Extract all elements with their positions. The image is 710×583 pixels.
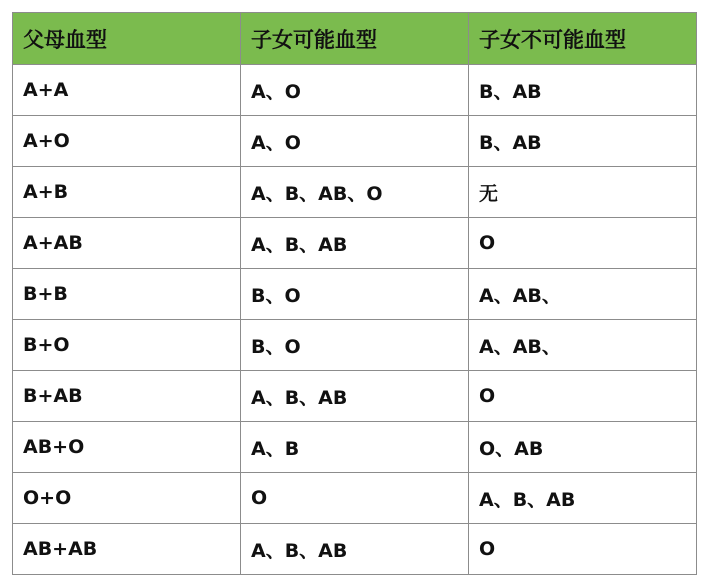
impossible-cell: A、AB、: [469, 269, 697, 320]
parents-cell: AB+AB: [13, 524, 241, 575]
table-row: [13, 269, 697, 320]
table-row: [13, 422, 697, 473]
parents-cell: A+A: [13, 65, 241, 116]
parents-cell: A+AB: [13, 218, 241, 269]
impossible-cell: 无: [469, 167, 697, 218]
impossible-cell: O、AB: [469, 422, 697, 473]
table-header: [13, 13, 697, 65]
table-row: [13, 371, 697, 422]
possible-cell: A、B、AB: [241, 218, 469, 269]
header-row: [13, 13, 697, 65]
table-row: [13, 116, 697, 167]
impossible-cell: O: [469, 524, 697, 575]
table-body: [13, 65, 697, 575]
header-possible-child-blood-type: 子女可能血型: [241, 13, 469, 65]
impossible-cell: A、AB、: [469, 320, 697, 371]
possible-cell: A、O: [241, 65, 469, 116]
impossible-cell: A、B、AB: [469, 473, 697, 524]
table-row: [13, 65, 697, 116]
possible-cell: A、B、AB、O: [241, 167, 469, 218]
parents-cell: AB+O: [13, 422, 241, 473]
table-row: [13, 218, 697, 269]
table-row: [13, 320, 697, 371]
header-parents-blood-type: 父母血型: [13, 13, 241, 65]
parents-cell: A+O: [13, 116, 241, 167]
table-row: [13, 473, 697, 524]
parents-cell: B+AB: [13, 371, 241, 422]
possible-cell: A、O: [241, 116, 469, 167]
blood-type-table: [12, 12, 697, 575]
possible-cell: A、B、AB: [241, 371, 469, 422]
parents-cell: B+B: [13, 269, 241, 320]
impossible-cell: O: [469, 218, 697, 269]
impossible-cell: B、AB: [469, 116, 697, 167]
table-row: [13, 167, 697, 218]
impossible-cell: O: [469, 371, 697, 422]
possible-cell: O: [241, 473, 469, 524]
possible-cell: A、B、AB: [241, 524, 469, 575]
impossible-cell: B、AB: [469, 65, 697, 116]
parents-cell: A+B: [13, 167, 241, 218]
table-row: [13, 524, 697, 575]
possible-cell: B、O: [241, 320, 469, 371]
header-impossible-child-blood-type: 子女不可能血型: [469, 13, 697, 65]
possible-cell: B、O: [241, 269, 469, 320]
parents-cell: B+O: [13, 320, 241, 371]
parents-cell: O+O: [13, 473, 241, 524]
possible-cell: A、B: [241, 422, 469, 473]
